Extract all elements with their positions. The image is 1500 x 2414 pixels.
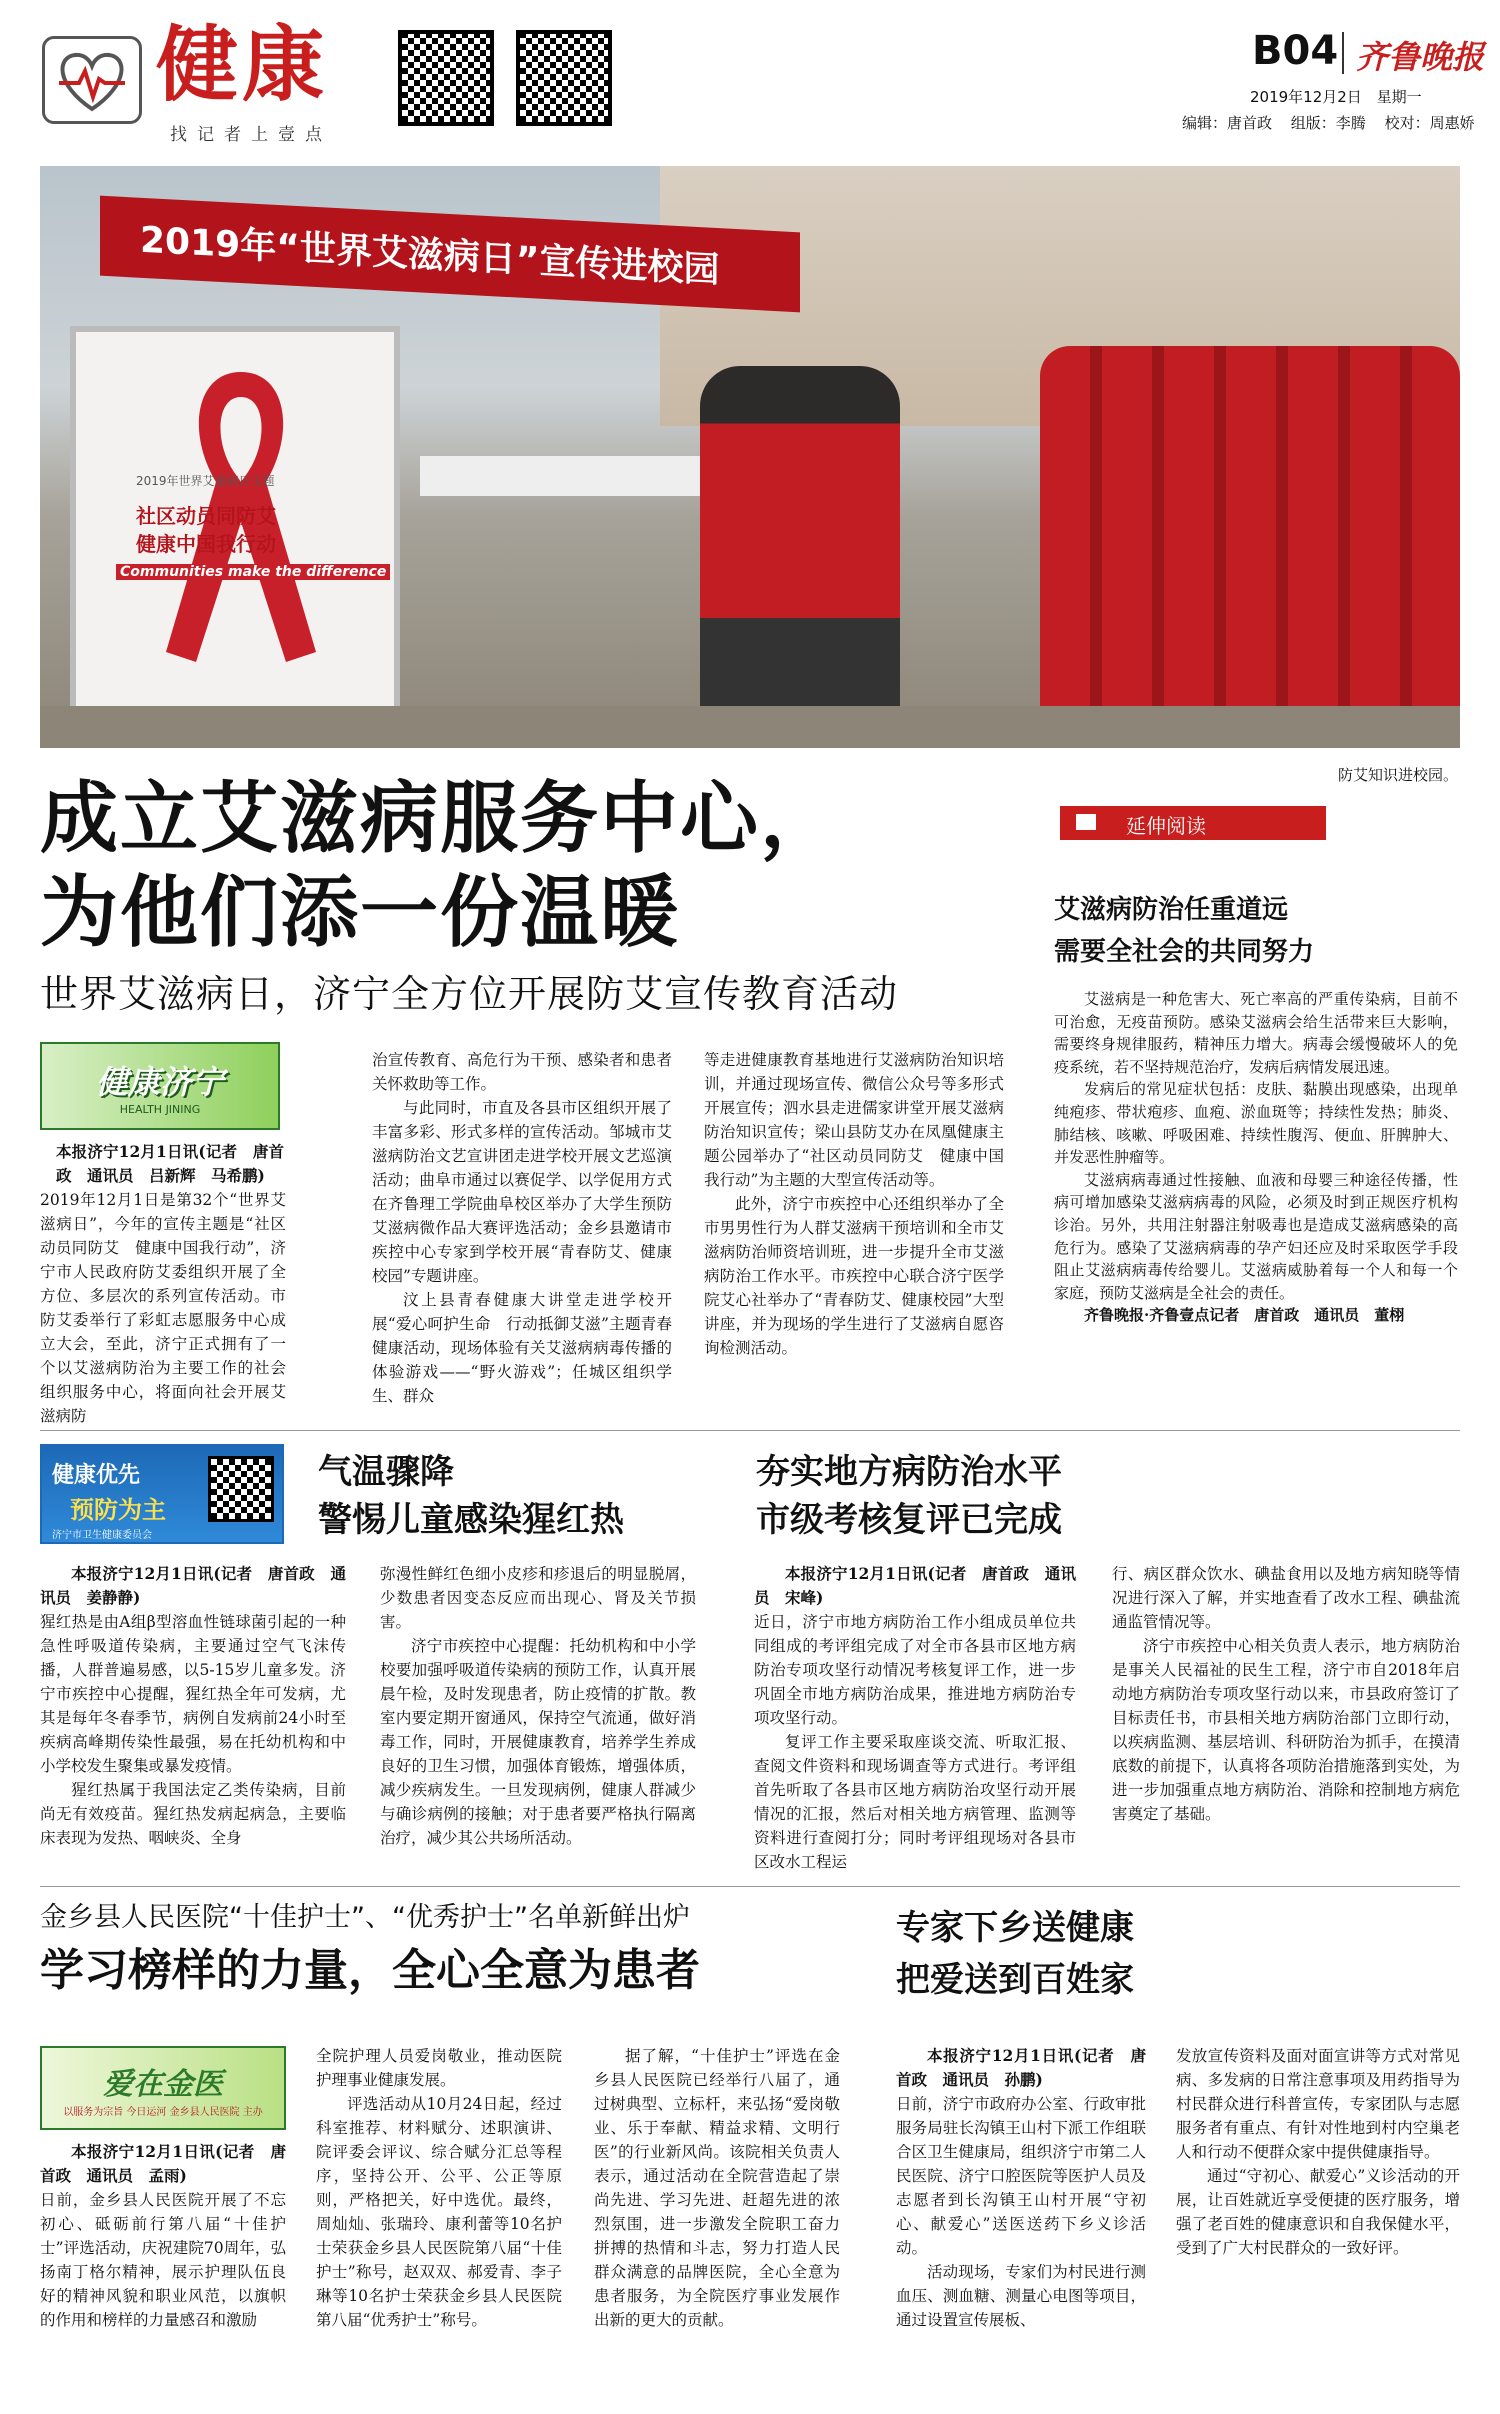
story4-byline: 本报济宁12月1日讯(记者 唐首政 通讯员 孟雨): [40, 2142, 286, 2185]
health-jining-logo: [40, 1042, 280, 1130]
main-col-2: [372, 1048, 672, 1408]
story5-byline: 本报济宁12月1日讯(记者 唐首政 通讯员 孙鹏): [896, 2046, 1146, 2089]
health-priority-line-1: 健康优先: [52, 1463, 141, 1488]
health-jining-logo-text: 健康济宁: [95, 1062, 224, 1101]
proof-credit: 校对：周惠娇: [1384, 114, 1475, 132]
masthead: [0, 0, 1500, 150]
story5-col-2-a: 发放宣传资料及面对面宣讲等方式对常见病、多发病的日常注意事项及用药指导为村民群众进行科普宣传，专家团队与志愿服务者有重点、有针对性地到村内空巢老人和行动不便群众家中提供健康指导。: [1176, 2047, 1460, 2161]
photo-crowd-right: [1040, 346, 1460, 726]
story2-title-1: 气温骤降: [318, 1452, 454, 1492]
story4-col-2-a: 全院护理人员爱岗敬业，推动医院护理事业健康发展。: [316, 2047, 562, 2089]
main-col-2-c: 汶上县青春健康大讲堂走进学校开展“爱心呵护生命 行动抵御艾滋”主题青春健康活动，现场体验有关艾滋病病毒传播的体验游戏——“野火游戏”；任城区组织学生、群众: [372, 1291, 672, 1405]
editor-credit: 编辑：唐首政: [1182, 114, 1273, 132]
story5-col-2: [1176, 2044, 1460, 2260]
board-line-1: 2019年世界艾滋病日主题: [136, 474, 275, 488]
sidebar-byline: 齐鲁晚报·齐鲁壹点记者 唐首政 通讯员 董栩: [1084, 1306, 1405, 1325]
story3-byline: 本报济宁12月1日讯(记者 唐首政 通讯员 宋峰): [754, 1564, 1076, 1607]
main-subhead: 世界艾滋病日，济宁全方位开展防艾宣传教育活动: [40, 972, 899, 1016]
issue-date-line: [1250, 86, 1422, 107]
sidebar-body: [1054, 988, 1458, 1327]
main-col-1: [40, 1188, 286, 1428]
designer-credit: 组版：李腾: [1290, 114, 1366, 132]
photo-table: [420, 456, 720, 496]
photo-display-board: [70, 326, 400, 746]
book-icon: [1076, 814, 1096, 830]
sidebar-p2: 发病后的常见症状包括：皮肤、黏膜出现感染，出现单纯疱疹、带状疱疹、血疱、淤血斑等；持续性发热；肺炎、肺结核、咳嗽、呼吸困难、持续性腹泻、便血、肝脾肿大、并发恶性肿瘤等。: [1054, 1080, 1458, 1167]
sidebar-p1: 艾滋病是一种危害大、死亡率高的严重传染病，目前不可治愈，无疫苗预防。感染艾滋病会给生活带来巨大影响，需要终身规律服药，精神压力增大。病毒会缓慢破坏人的免疫系统，若不坚持规范治疗，发病后病情发展迅速。: [1054, 990, 1458, 1076]
health-priority-logo: [40, 1444, 284, 1544]
news-photo: [40, 166, 1460, 748]
main-headline-line-2: 为他们添一份温暖: [40, 868, 681, 958]
story3-col-1-b: 复评工作主要采取座谈交流、听取汇报、查阅文件资料和现场调查等方式进行。考评组首先听取了各县市区地方病防治攻坚行动开展情况的汇报，然后对相关地方病管理、监测等资料进行查阅打分；同时考评组现场对各县市区改水工程运: [754, 1733, 1076, 1871]
health-priority-sub: 济宁市卫生健康委员会: [52, 1530, 152, 1541]
section-divider-2: [40, 1886, 1460, 1887]
main-byline: 本报济宁12月1日讯(记者 唐首政 通讯员 吕新辉 马希鹏): [56, 1142, 284, 1185]
sidebar-tag: [1060, 806, 1326, 840]
story3-title-1: 夯实地方病防治水平: [756, 1452, 1062, 1492]
issue-date: 2019年12月2日: [1250, 88, 1362, 106]
main-col-3: [704, 1048, 1004, 1360]
story3-title-2: 市级考核复评已完成: [756, 1500, 1062, 1540]
qr-code-1: [398, 30, 494, 126]
story5-col-1-a: 日前，济宁市政府办公室、行政审批服务局驻长沟镇王山村下派工作组联合区卫生健康局，组织济宁市第二人民医院、济宁口腔医院等医护人员及志愿者到长沟镇王山村开展“守初心、献爱心”送医送药下乡义诊活动。: [896, 2095, 1146, 2257]
health-jining-logo-sub: HEALTH JINING: [119, 1102, 201, 1116]
divider-vertical: [1342, 32, 1344, 74]
photo-banner-text: 2019年“世界艾滋病日”宣传进校园: [140, 219, 720, 292]
main-col-3-a: 等走进健康教育基地进行艾滋病防治知识培训，并通过现场宣传、微信公众号等多形式开展宣传；泗水县走进儒家讲堂开展艾滋病防治知识宣传；梁山县防艾办在凤凰健康主题公园举办了“社区动员同防艾 健康中国我行动”为主题的大型宣传活动等。: [704, 1051, 1004, 1189]
story2-col-1-b: 猩红热属于我国法定乙类传染病，目前尚无有效疫苗。猩红热发病起病急，主要临床表现为发热、咽峡炎、全身: [40, 1781, 346, 1847]
story3-col-2-a: 行、病区群众饮水、碘盐食用以及地方病知晓等情况进行深入了解，并实地查看了改水工程、碘盐流通监管情况等。: [1112, 1565, 1460, 1631]
story4-title: 学习榜样的力量，全心全意为患者: [40, 1945, 700, 1996]
story4-col-3-a: 据了解，“十佳护士”评选在金乡县人民医院已经举行八届了，通过树典型、立标杆，来弘扬“爱岗敬业、乐于奉献、精益求精、文明行医”的行业新风尚。该院相关负责人表示，通过活动在全院营造起了崇尚先进、学习先进、赶超先进的浓烈氛围，进一步激发全院职工奋力拼搏的热情和斗志，努力打造人民群众满意的品牌医院，全心全意为患者服务，为全院医疗事业发展作出新的更大的贡献。: [594, 2047, 840, 2329]
story4-col-2-b: 评选活动从10月24日起，经过科室推荐、材料赋分、述职演讲、院评委会评议、综合赋分汇总等程序，坚持公开、公平、公正等原则，严格把关，好中选优。最终，周灿灿、张瑞玲、康利蕾等10名护士荣获金乡县人民医院第八届“十佳护士”称号，赵双双、郝爱青、李子琳等10名护士荣获金乡县人民医院第八届“优秀护士”称号。: [316, 2095, 562, 2329]
story3-col-1-a: 近日，济宁市地方病防治工作小组成员单位共同组成的考评组完成了对全市各县市区地方病防治专项攻坚行动情况考核复评工作，进一步巩固全市地方病防治成果，推进地方病防治专项攻坚行动。: [754, 1613, 1076, 1727]
sidebar-tag-text: 延伸阅读: [1126, 814, 1206, 838]
main-col-1-text: 2019年12月1日是第32个“世界艾滋病日”，今年的宣传主题是“社区动员同防艾 健康中国我行动”，济宁市人民政府防艾委组织开展了全方位、多层次的系列宣传活动。市防艾委举行了彩虹志愿服务中心成立大会，至此，济宁正式拥有了一个以艾滋病防治为主要工作的社会组织服务中心，将面向社会开展艾滋病防: [40, 1191, 286, 1425]
sidebar-title-2: 需要全社会的共同努力: [1054, 937, 1315, 967]
section-subtitle: 找记者上壹点: [170, 125, 332, 145]
story5-title-2: 把爱送到百姓家: [896, 1960, 1134, 2000]
main-col-2-a: 治宣传教育、高危行为干预、感染者和患者关怀救助等工作。: [372, 1051, 672, 1093]
qr-code-2: [516, 30, 612, 126]
love-jinyi-logo: [40, 2046, 286, 2130]
health-priority-line-2: 预防为主: [70, 1496, 166, 1524]
board-line-4: Communities make the difference: [116, 564, 390, 580]
story2-col-2-b: 济宁市疾控中心提醒：托幼机构和中小学校要加强呼吸道传染病的预防工作，认真开展晨午检，及时发现患者，防止疫情的扩散。教室内要定期开窗通风，保持空气流通，做好消毒工作，同时，开展健康教育，培养学生养成良好的卫生习惯，加强体育锻炼，增强体质，减少疾病发生。一旦发现病例，健康人群减少与确诊病例的接触；对于患者要严格执行隔离治疗，减少其公共场所活动。: [380, 1637, 696, 1847]
story2-col-2-a: 弥漫性鲜红色细小皮疹和疹退后的明显脱屑，少数患者因变态反应而出现心、肾及关节损害。: [380, 1565, 696, 1631]
story4-col-1-text: 日前，金乡县人民医院开展了不忘初心、砥砺前行第八届“十佳护士”评选活动，庆祝建院70周年，弘扬南丁格尔精神，展示护理队伍良好的精神风貌和职业风范，以旗帜的作用和榜样的力量感召和激励: [40, 2191, 286, 2329]
page-number: B04: [1252, 28, 1339, 74]
section-divider-1: [40, 1430, 1460, 1431]
story5-col-1-b: 活动现场，专家们为村民进行测血压、测血糖、测量心电图等项目，通过设置宣传展板、: [896, 2263, 1146, 2329]
heart-logo-icon: [42, 36, 142, 124]
love-jinyi-logo-sub: 以服务为宗旨 今日运河 金乡县人民医院 主办: [63, 2106, 263, 2118]
story2-col-2: [380, 1562, 696, 1850]
section-title: 健康: [156, 18, 329, 113]
story3-col-1: [754, 1562, 1076, 1874]
photo-caption: 防艾知识进校园。: [1338, 766, 1459, 784]
issue-weekday: 星期一: [1376, 88, 1422, 106]
story5-col-2-b: 通过“守初心、献爱心”义诊活动的开展，让百姓就近享受便捷的医疗服务，增强了老百姓的健康意识和自我保健水平，受到了广大村民群众的一致好评。: [1176, 2167, 1460, 2257]
credits-line: [1182, 112, 1475, 133]
story3-col-2: [1112, 1562, 1460, 1826]
sidebar-p3: 艾滋病病毒通过性接触、血液和母婴三种途径传播，性病可增加感染艾滋病病毒的风险，必须及时到正规医疗机构诊治。另外，共用注射器注射吸毒也是造成艾滋病感染的高危行为。感染了艾滋病病毒的孕产妇还应及时采取医学手段阻止艾滋病病毒传给婴儿。艾滋病威胁着每一个人和每一个家庭，预防艾滋病是全社会的责任。: [1054, 1170, 1458, 1302]
story5-title-1: 专家下乡送健康: [896, 1908, 1134, 1948]
story2-col-1-a: 猩红热是由A组β型溶血性链球菌引起的一种急性呼吸道传染病，主要通过空气飞沫传播，人群普遍易感，以5-15岁儿童多发。济宁市疾控中心提醒，猩红热全年可发病，尤其是每年冬春季节，病例自发病前24小时至疾病高峰期传染性最强，易在托幼机构和中小学校发生聚集或暴发疫情。: [40, 1613, 346, 1775]
love-jinyi-logo-text: 爱在金医: [103, 2066, 223, 2102]
qr-code-3: [208, 1456, 274, 1522]
story2-col-1: [40, 1562, 346, 1850]
main-headline-line-1: 成立艾滋病服务中心，: [40, 774, 841, 864]
story4-col-2: [316, 2044, 562, 2332]
photo-crowd-left: [700, 366, 900, 726]
story4-col-1: [40, 2140, 286, 2332]
story2-byline: 本报济宁12月1日讯(记者 唐首政 通讯员 姜静静): [40, 1564, 346, 1607]
story5-col-1: [896, 2044, 1146, 2332]
main-col-2-b: 与此同时，市直及各县市区组织开展了丰富多彩、形式多样的宣传活动。邹城市艾滋病防治文艺宣讲团走进学校开展文艺巡演活动；曲阜市通过以赛促学、以学促用方式在齐鲁理工学院曲阜校区举办了大学生预防艾滋病微作品大赛评选活动；金乡县邀请市疾控中心专家到学校开展“青春防艾、健康校园”专题讲座。: [372, 1099, 672, 1285]
paper-name: 齐鲁晚报: [1356, 38, 1485, 76]
story3-col-2-b: 济宁市疾控中心相关负责人表示，地方病防治是事关人民福祉的民生工程，济宁市自2018年启动地方病防治专项攻坚行动以来，市县政府签订了目标责任书，市县相关地方病防治部门立即行动，以疾病监测、基层培训、科研防治为抓手，在摸清底数的前提下，认真将各项防治措施落到实处，为进一步加强重点地方病防治、消除和控制地方病危害奠定了基础。: [1112, 1637, 1460, 1823]
main-col-3-b: 此外，济宁市疾控中心还组织举办了全市男男性行为人群艾滋病干预培训和全市艾滋病防治师资培训班，进一步提升全市艾滋病防治工作水平。市疾控中心联合济宁医学院艾心社举办了“青春防艾、健康校园”大型讲座，并为现场的学生进行了艾滋病自愿咨询检测活动。: [704, 1195, 1004, 1357]
story4-kicker: 金乡县人民医院“十佳护士”、“优秀护士”名单新鲜出炉: [40, 1902, 690, 1933]
board-line-2: 社区动员同防艾: [136, 504, 276, 528]
story2-title-2: 警惕儿童感染猩红热: [318, 1500, 624, 1540]
sidebar-title-1: 艾滋病防治任重道远: [1054, 895, 1289, 925]
story4-col-3: [594, 2044, 840, 2332]
photo-ground: [40, 706, 1460, 748]
board-line-3: 健康中国我行动: [136, 532, 276, 556]
